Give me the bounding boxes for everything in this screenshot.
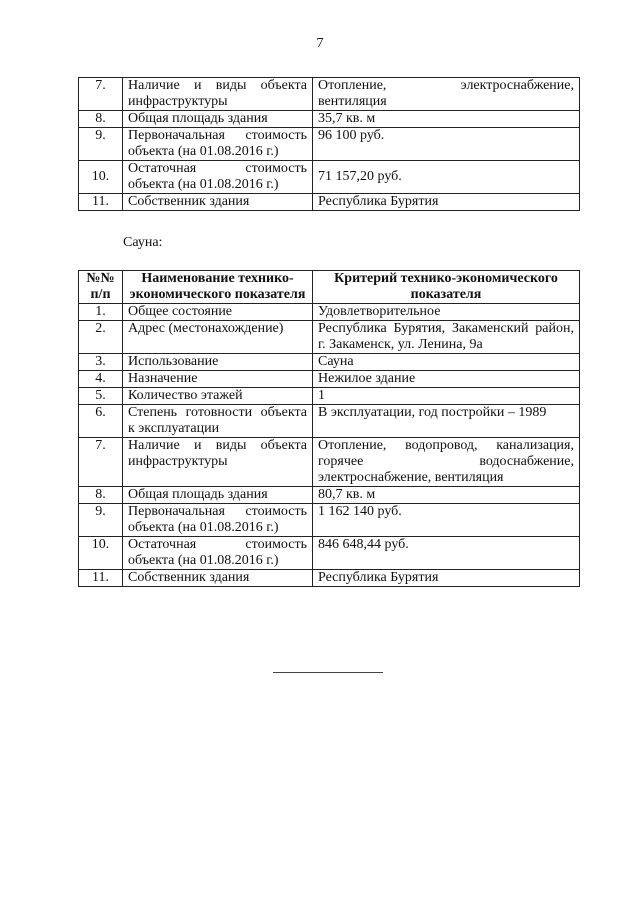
indicators-table-continued [78,77,580,211]
indicator-value: 35,7 кв. м [313,111,580,128]
indicator-value: Республика Бурятия [313,194,580,211]
indicator-name: Остаточная стоимость объекта (на 01.08.2016 г.) [123,161,313,194]
row-number: 6. [79,405,123,438]
row-number: 8. [79,487,123,504]
indicator-value: 80,7 кв. м [313,487,580,504]
indicator-value: Нежилое здание [313,371,580,388]
row-number: 1. [79,304,123,321]
row-number: 3. [79,354,123,371]
section-title: Сауна: [123,235,163,250]
indicator-value: 846 648,44 руб. [313,537,580,570]
indicator-name: Наличие и виды объекта инфраструктуры [123,438,313,487]
table-row [79,438,580,487]
indicator-value: Республика Бурятия, Закаменский район, г. Закаменск, ул. Ленина, 9а [313,321,580,354]
indicator-name: Собственник здания [123,570,313,587]
indicator-value: В эксплуатации, год постройки – 1989 [313,405,580,438]
indicator-value: Удовлетворительное [313,304,580,321]
table-row [79,537,580,570]
indicator-name: Использование [123,354,313,371]
indicator-name: Наличие и виды объекта инфраструктуры [123,78,313,111]
row-number: 5. [79,388,123,405]
indicator-name: Назначение [123,371,313,388]
indicator-name: Собственник здания [123,194,313,211]
table-row [79,504,580,537]
indicator-name: Первоначальная стоимость объекта (на 01.08.2016 г.) [123,128,313,161]
row-number: 2. [79,321,123,354]
footer-divider [273,672,383,673]
indicator-value: Республика Бурятия [313,570,580,587]
indicator-value: Отопление, водопровод, канализация, горячее водоснабжение, электроснабжение, вентиляция [313,438,580,487]
table-row [79,405,580,438]
indicator-value: 96 100 руб. [313,128,580,161]
row-number: 4. [79,371,123,388]
page-number: 7 [316,36,324,51]
indicator-name: Общая площадь здания [123,111,313,128]
table-row [79,487,580,504]
row-number: 9. [79,504,123,537]
indicator-name: Первоначальная стоимость объекта (на 01.08.2016 г.) [123,504,313,537]
sauna-indicators-table [78,270,580,587]
table-row [79,570,580,587]
table-row [79,388,580,405]
table-row [79,304,580,321]
table-header-row [79,271,580,304]
table-row [79,128,580,161]
table-row [79,354,580,371]
row-number: 10. [79,161,123,194]
table-row [79,371,580,388]
column-header-number: №№ п/п [79,271,123,304]
row-number: 7. [79,438,123,487]
column-header-indicator: Наименование технико-экономического показателя [123,271,313,304]
indicator-name: Адрес (местонахождение) [123,321,313,354]
indicator-value: Сауна [313,354,580,371]
table-row [79,78,580,111]
table-row [79,111,580,128]
indicator-name: Количество этажей [123,388,313,405]
indicator-value: Отопление, электроснабжение, вентиляция [313,78,580,111]
column-header-criterion: Критерий технико-экономического показателя [313,271,580,304]
indicator-name: Общее состояние [123,304,313,321]
row-number: 11. [79,194,123,211]
indicator-name: Остаточная стоимость объекта (на 01.08.2016 г.) [123,537,313,570]
indicator-value: 1 162 140 руб. [313,504,580,537]
indicator-value: 1 [313,388,580,405]
row-number: 9. [79,128,123,161]
table-row [79,161,580,194]
table-row [79,194,580,211]
table-row [79,321,580,354]
indicator-name: Общая площадь здания [123,487,313,504]
row-number: 7. [79,78,123,111]
row-number: 11. [79,570,123,587]
row-number: 8. [79,111,123,128]
row-number: 10. [79,537,123,570]
indicator-value: 71 157,20 руб. [313,161,580,194]
indicator-name: Степень готовности объекта к эксплуатации [123,405,313,438]
